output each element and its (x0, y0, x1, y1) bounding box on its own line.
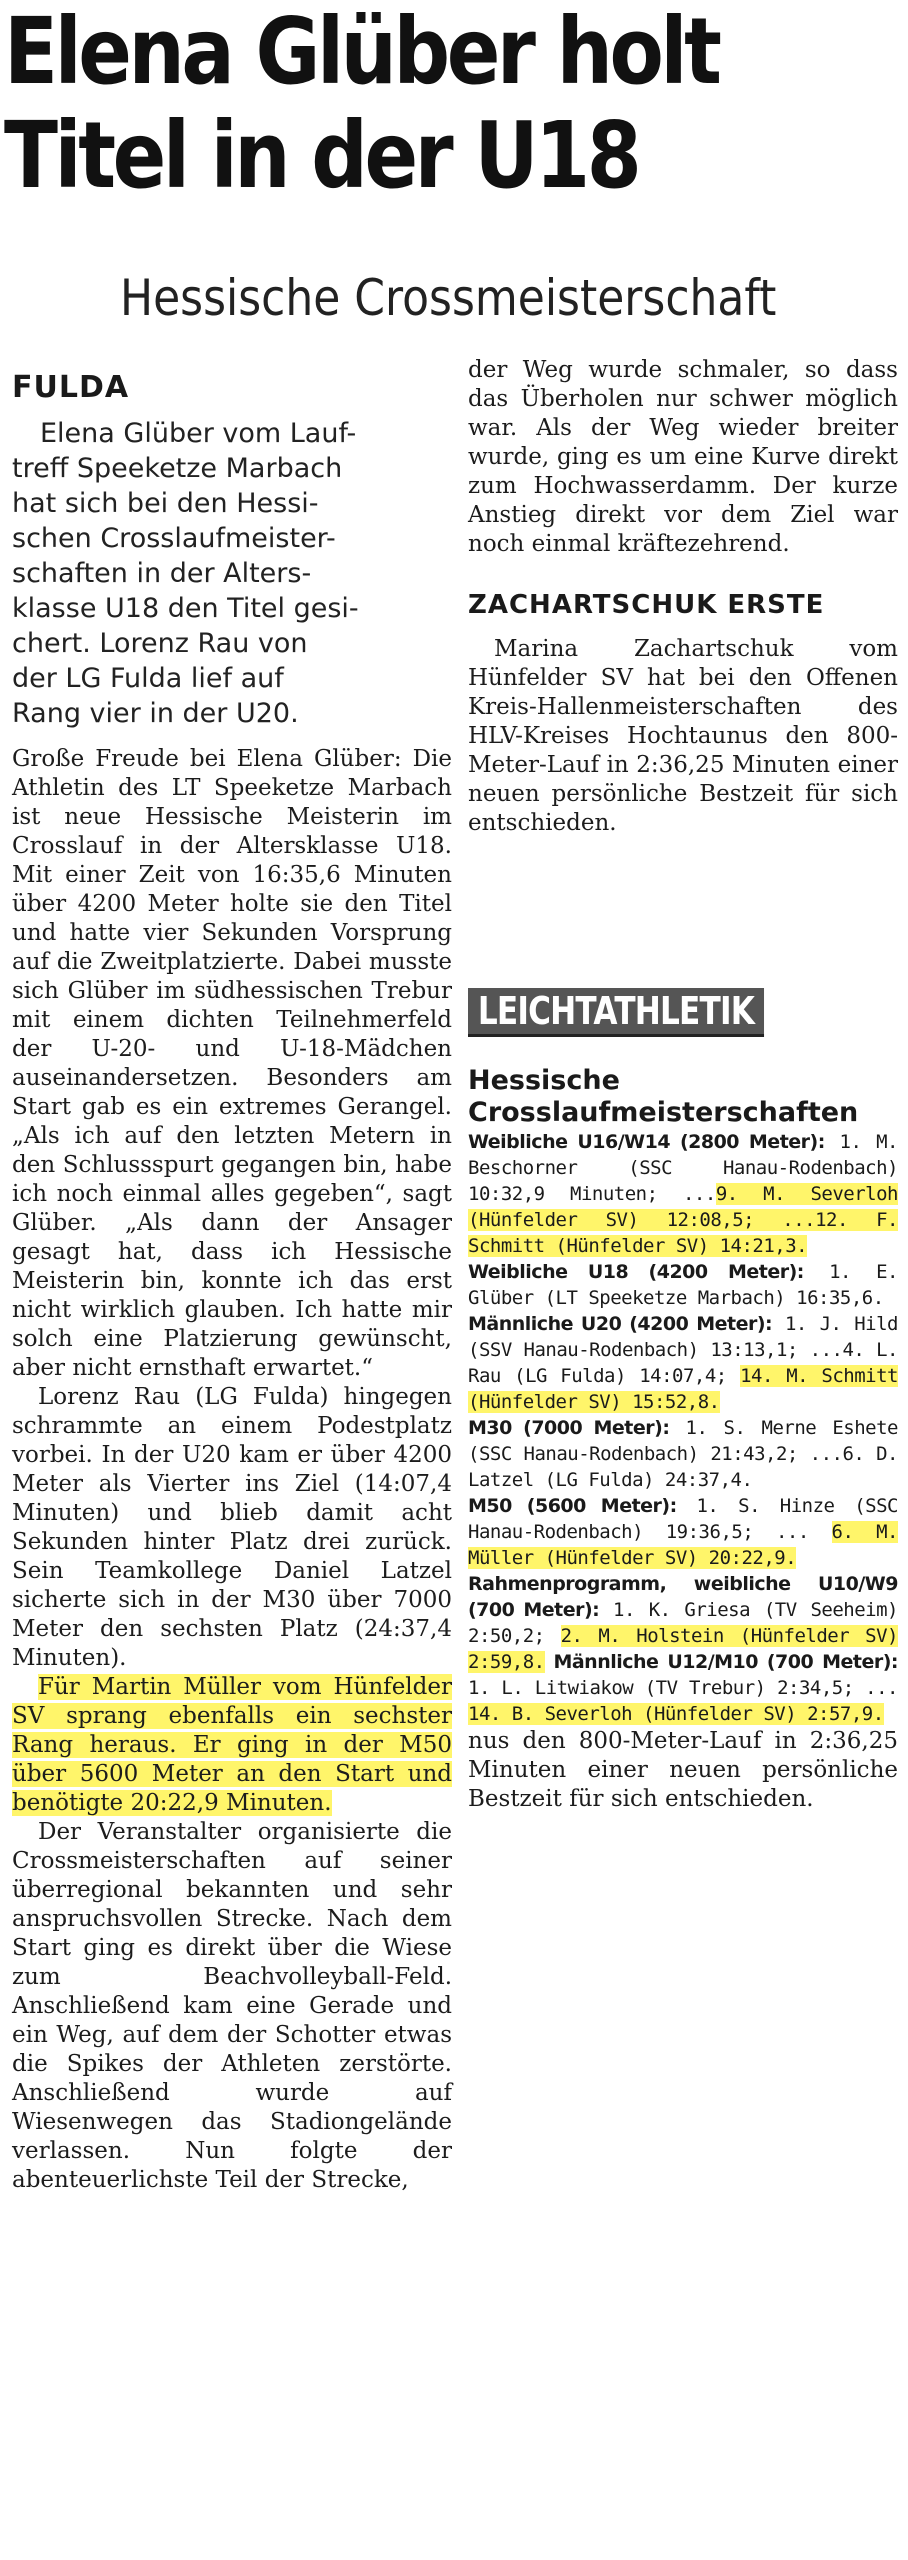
headline-line-2: Titel in der U18 (4, 102, 639, 209)
result-entry (468, 1259, 898, 1311)
lead-line: treff Speeketze Marbach (12, 453, 343, 484)
highlighted-text: 2. M. Holstein (Hünfelder SV) 2:59,8. (468, 1625, 898, 1673)
headline-line-1: Elena Glüber holt (4, 0, 719, 105)
result-text: 1. S. Hinze (SSC Hanau-Rodenbach) 19:36,5; ... (468, 1495, 898, 1543)
result-category: Männliche U20 (4200 Meter): (468, 1313, 773, 1335)
result-category: Weibliche U16/W14 (2800 Meter): (468, 1131, 825, 1153)
highlighted-text: 14. M. Schmitt (Hünfelder SV) 15:52,8. (468, 1365, 898, 1413)
lead-line: Rang vier in der U20. (12, 698, 299, 729)
headline (4, 0, 778, 208)
body-paragraph-1: Große Freude bei Elena Glüber: Die Athletin des LT Speeketze Marbach ist neue Hessische Meisterin im Crosslauf in der Altersklasse U18. Mit einer Zeit von 16:35,6 Minuten über 4200 Meter holte sie den Titel und hatte vier Sekunden Vorsprung auf die Zweitplatzierte. Dabei musste sich Glüber im südhessischen Trebur mit einem dichten Teilnehmerfeld der U-20- und U-18-Mädchen auseinandersetzen. Besonders am Start gab es ein extremes Gerangel. „Als ich auf den letzten Metern in den Schlussspurt gegangen bin, habe ich noch einmal alles gegeben“, sagt Glüber. „Als dann der Ansager gesagt hat, dass ich Hessische Meisterin bin, konnte ich das erst nicht wirklich glauben. Ich hatte mir solch eine Platzierung gewünscht, aber nicht ernsthaft erwartet.“ (12, 746, 452, 1381)
result-text: 1. S. Merne Eshete (SSC Hanau-Rodenbach) 21:43,2; ...6. D. Latzel (LG Fulda) 24:37,4. (468, 1417, 898, 1491)
repeated-sidebar-fragment: nus den 800-Meter-Lauf in 2:36,25 Minuten einer neuen persönliche Bestzeit für sich entschieden. (468, 1728, 898, 1812)
sidebar-text: Marina Zachartschuk vom Hünfelder SV hat bei den Offenen Kreis-Hallenmeisterschaften des HLV-Kreises Hochtaunus den 800-Meter-Lauf in 2:36,25 Minuten einer neuen persönliche Bestzeit für sich entschieden. (468, 636, 898, 836)
result-entry (468, 1493, 898, 1571)
result-text: 1. L. Litwiakow (TV Trebur) 2:34,5; ... (468, 1677, 898, 1699)
lead-line: klasse U18 den Titel gesi- (12, 593, 359, 624)
result-text: 1. E. Glüber (LT Speeketze Marbach) 16:35,6. (468, 1261, 898, 1309)
highlighted-text: Für Martin Müller vom Hünfelder SV sprang ebenfalls ein sechster Rang heraus. Er ging in der M50 über 5600 Meter an den Start und benötigte 20:22,9 Minuten. (12, 1674, 452, 1816)
highlighted-text: 6. M. Müller (Hünfelder SV) 20:22,9. (468, 1521, 898, 1569)
result-entry (468, 1571, 898, 1727)
result-text: 1. J. Hild (SSV Hanau-Rodenbach) 13:13,1; ...4. L. Rau (LG Fulda) 14:07,4; (468, 1313, 898, 1387)
section-banner: LEICHTATHLETIK (468, 988, 764, 1037)
highlighted-text: 14. B. Severloh (Hünfelder SV) 2:57,9. (468, 1703, 884, 1725)
result-text: 1. M. Beschorner (SSC Hanau-Rodenbach) 10:32,9 Minuten; ... (468, 1131, 898, 1205)
sidebar-heading: ZACHARTSCHUK ERSTE (468, 590, 825, 620)
result-entry (468, 1415, 898, 1493)
lead-line: der LG Fulda lief auf (12, 663, 284, 694)
subtitle: Hessische Crossmeisterschaft (120, 269, 777, 327)
lead-line: chert. Lorenz Rau von (12, 628, 308, 659)
body-paragraph-3-highlighted (12, 1673, 452, 1818)
dateline: FULDA (12, 370, 130, 405)
lead-line: hat sich bei den Hessi- (12, 488, 319, 519)
body-paragraph-2: Lorenz Rau (LG Fulda) hingegen schrammte an einem Podestplatz vorbei. In der U20 kam er über 4200 Meter als Vierter ins Ziel (14:07,4 Minuten) und blieb damit acht Sekunden hinter Platz drei zurück. Sein Teamkollege Daniel Latzel sicherte sich in der M30 über 7000 Meter den sechsten Platz (24:37,4 Minuten). (12, 1384, 452, 1671)
body-paragraph-4: Der Veranstalter organisierte die Crossmeisterschaften auf seiner überregional bekannten und sehr anspruchsvollen Strecke. Nach dem Start ging es direkt über die Wiese zum Beachvolleyball-Feld. Anschließend kam eine Gerade und ein Weg, auf dem der Schotter etwas die Spikes der Athleten zerstörte. Anschließend wurde auf Wiesenwegen das Stadiongelände verlassen. Nun folgte der abenteuerlichste Teil der Strecke, (12, 1819, 452, 2193)
results-title-line-2: Crosslaufmeisterschaften (468, 1097, 859, 1128)
article-column-left (12, 368, 452, 2195)
result-category: Rahmenprogramm, weibliche U10/W9 (700 Meter): (468, 1573, 898, 1621)
results-title-line-1: Hessische (468, 1065, 620, 1096)
lead-line: schaften in der Alters- (12, 558, 312, 589)
result-category: M50 (5600 Meter): (468, 1495, 677, 1517)
result-entry (468, 1311, 898, 1415)
body-paragraph-5: der Weg wurde schmaler, so dass das Überholen nur schwer möglich war. Als der Weg wieder breiter wurde, ging es um eine Kurve direkt zum Hochwasserdamm. Der kurze Anstieg direkt vor dem Ziel war noch einmal kräftezehrend. (468, 357, 898, 557)
result-category: Weibliche U18 (4200 Meter): (468, 1261, 804, 1283)
lead-line: schen Crosslaufmeister- (12, 523, 336, 554)
article-column-right (468, 356, 898, 1814)
result-text: 1. K. Griesa (TV Seeheim) 2:50,2; (468, 1599, 898, 1647)
lead-line: Elena Glüber vom Lauf- (40, 418, 357, 449)
lead-paragraph (12, 416, 452, 731)
result-entry (468, 1129, 898, 1259)
result-category: M30 (7000 Meter): (468, 1417, 670, 1439)
highlighted-text: 9. M. Severloh (Hünfelder SV) 12:08,5; ...12. F. Schmitt (Hünfelder SV) 14:21,3. (468, 1183, 898, 1257)
result-category: Männliche U12/M10 (700 Meter): (544, 1651, 898, 1673)
